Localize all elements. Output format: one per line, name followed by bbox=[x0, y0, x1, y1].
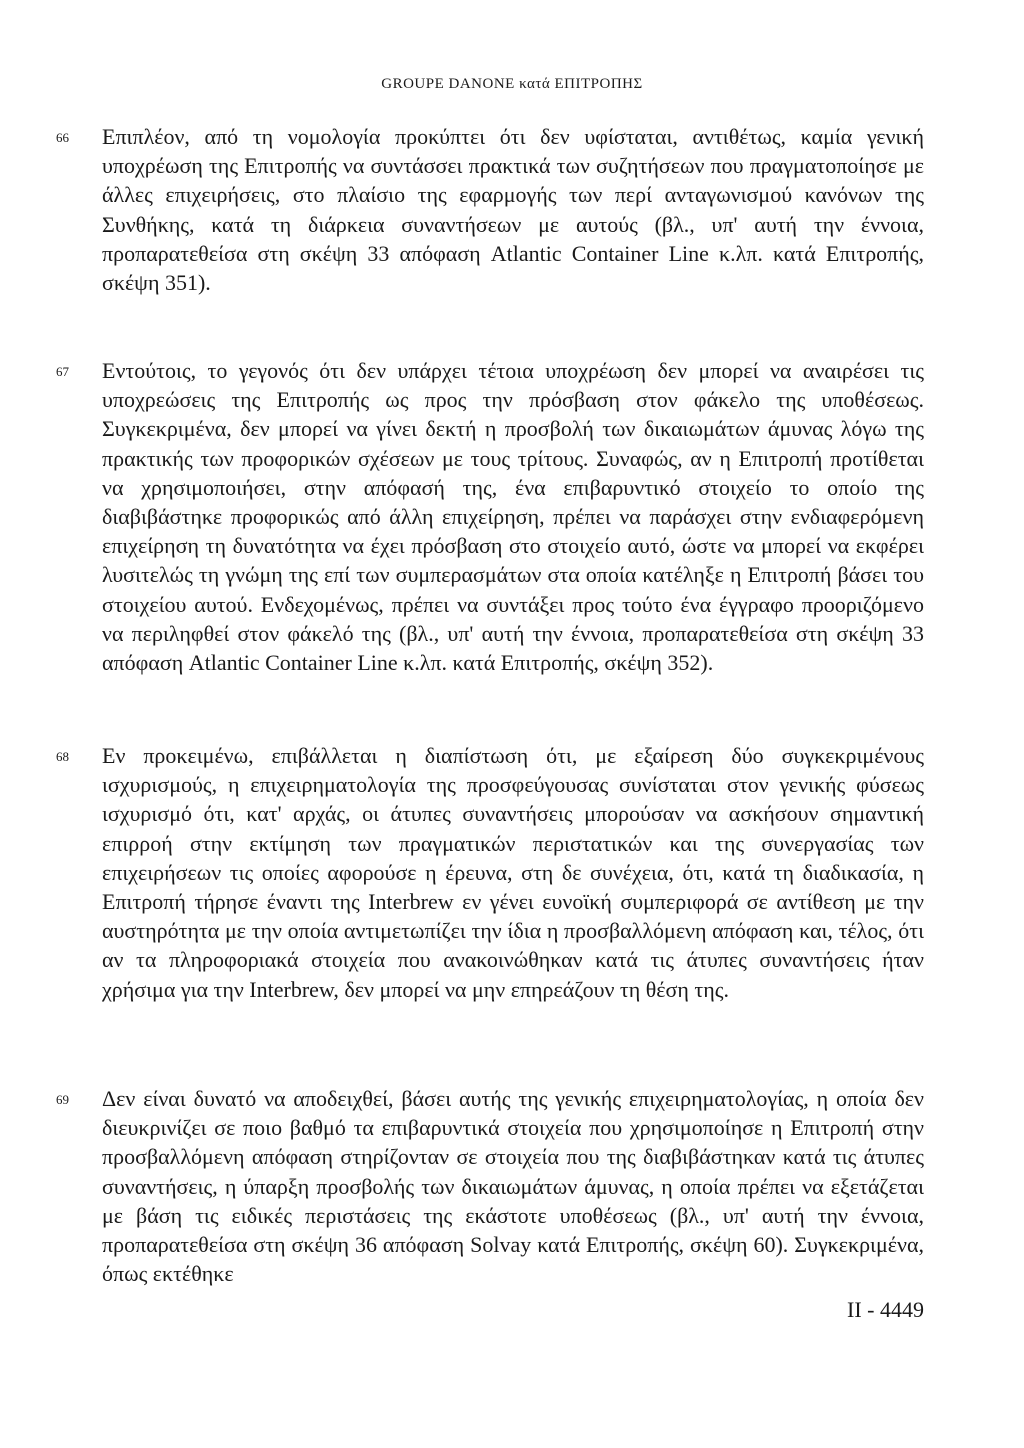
page-number: II - 4449 bbox=[847, 1297, 924, 1322]
paragraph-number: 68 bbox=[56, 749, 69, 764]
paragraph-number: 69 bbox=[56, 1092, 69, 1107]
paragraph-text: Επιπλέον, από τη νομολογία προκύπτει ότι δεν υφίσταται, αντιθέτως, καμία γενική υποχρέωση της Επιτροπής να συντάσσει πρακτικά των συζητήσεων που πραγματοποίησε με άλλες επιχειρήσεις, στο πλαίσιο της εφαρμογής των περί ανταγωνισμού κανόνων της Συνθήκης, κατά τη διάρκεια συναντήσεων με αυτούς (βλ., υπ' αυτή την έννοια, προπαρατεθείσα στη σκέψη 33 απόφαση Atlantic Container Line κ.λπ. κατά Επιτροπής, σκέψη 351). bbox=[102, 124, 924, 296]
running-header: GROUPE DANONE κατά ΕΠΙΤΡΟΠΗΣ bbox=[381, 76, 643, 92]
paragraph-text: Εντούτοις, το γεγονός ότι δεν υπάρχει τέτοια υποχρέωση δεν μπορεί να αναιρέσει τις υποχρεώσεις της Επιτροπής ως προς την πρόσβαση στον φάκελο της υποθέσεως. Συγκεκριμένα, δεν μπορεί να γίνει δεκτή η προσβολή των δικαιωμάτων άμυνας λόγω της πρακτικής των προφορικών σχέσεων με τους τρίτους. Συναφώς, αν η Επιτροπή προτίθεται να χρησιμοποιήσει, στην απόφασή της, ένα επιβαρυντικό στοιχείο το οποίο της διαβιβάστηκε προφορικώς από άλλη επιχείρηση, πρέπει να παράσχει στην ενδιαφερόμενη επιχείρηση τη δυνατότητα να έχει πρόσβαση στο στοιχείο αυτό, ώστε να μπορεί να εκφέρει λυσιτελώς τη γνώμη της επί των συμπερασμάτων στα οποία κατέληξε η Επιτροπή βάσει του στοιχείου αυτού. Ενδεχομένως, πρέπει να συντάξει προς τούτο ένα έγγραφο προοριζόμενο να περιληφθεί στον φάκελό της (βλ., υπ' αυτή την έννοια, προπαρατεθείσα στη σκέψη 33 απόφαση Atlantic Container Line κ.λπ. κατά Επιτροπής, σκέψη 352). bbox=[102, 358, 924, 676]
paragraph-number: 67 bbox=[56, 364, 69, 379]
paragraph-text: Δεν είναι δυνατό να αποδειχθεί, βάσει αυτής της γενικής επιχειρηματολογίας, η οποία δεν διευκρινίζει σε ποιο βαθμό τα επιβαρυντικά στοιχεία που χρησιμοποίησε η Επιτροπή στην προσβαλλόμενη απόφαση στηρίζονταν σε στοιχεία που της διαβιβάστηκαν κατά τις άτυπες συναντήσεις, η ύπαρξη προσβολής των δικαιωμάτων άμυνας, η οποία πρέπει να εξετάζεται με βάση τις ειδικές περιστάσεις της εκάστοτε υποθέσεως (βλ., υπ' αυτή την έννοια, προπαρατεθείσα στη σκέψη 36 απόφαση Solvay κατά Επιτροπής, σκέψη 60). Συγκεκριμένα, όπως εκτέθηκε bbox=[102, 1086, 924, 1287]
paragraph-number: 66 bbox=[56, 130, 69, 145]
paragraph-text: Εν προκειμένω, επιβάλλεται η διαπίστωση ότι, με εξαίρεση δύο συγκεκριμένους ισχυρισμούς, η επιχειρηματολογία της προσφεύγουσας συνίσταται στον γενικής φύσεως ισχυρισμό ότι, κατ' αρχάς, οι άτυπες συναντήσεις μπορούσαν να ασκήσουν σημαντική επιρροή στην εκτίμηση των πραγματικών περιστατικών και της συνεργασίας των επιχειρήσεων τις οποίες αφορούσε η έρευνα, στη δε συνέχεια, ότι, κατά τη διαδικασία, η Επιτροπή τήρησε έναντι της Interbrew εν γένει ευνοϊκή συμπεριφορά σε αντίθεση με την αυστηρότητα με την οποία αντιμετωπίζει την ίδια η προσβαλλόμενη απόφαση και, τέλος, ότι αν τα πληροφοριακά στοιχεία που ανακοινώθηκαν κατά τις άτυπες συναντήσεις ήταν χρήσιμα για την Interbrew, δεν μπορεί να μην επηρεάζουν τη θέση της. bbox=[102, 743, 924, 1002]
